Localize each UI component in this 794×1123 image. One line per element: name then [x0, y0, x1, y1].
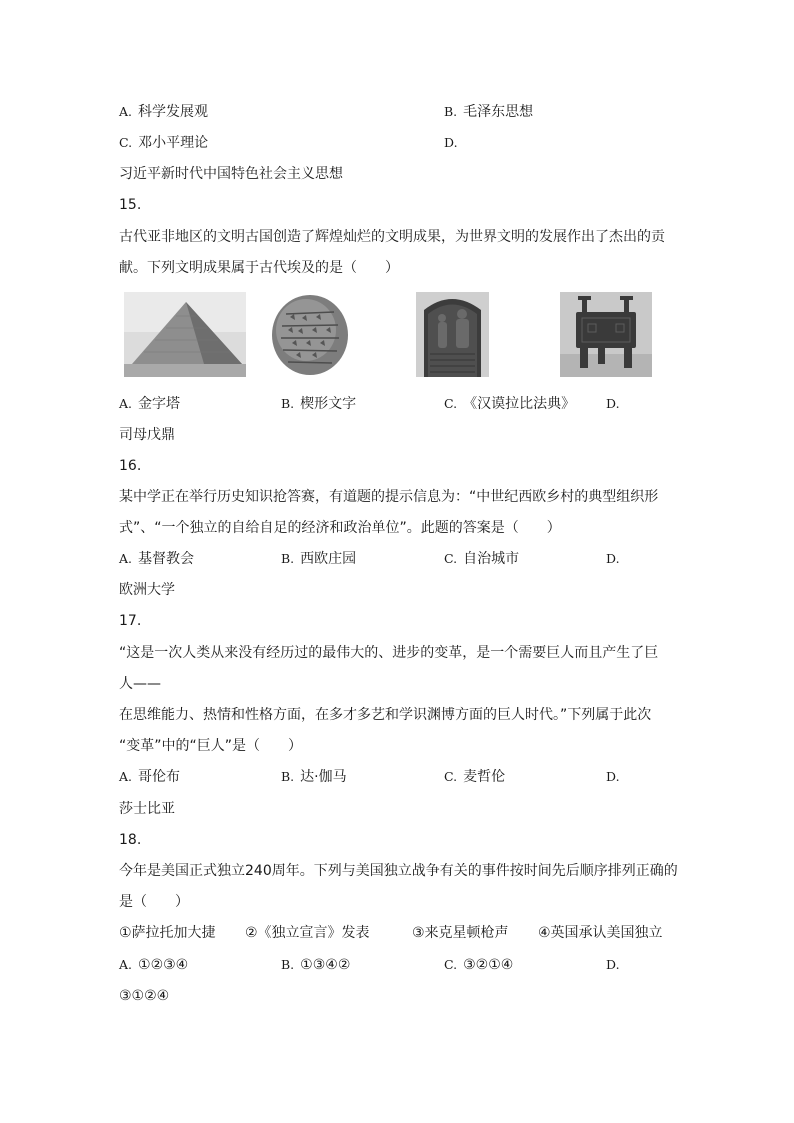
q18-event-3: ③来克星顿枪声: [412, 925, 509, 941]
option-label: B.: [281, 551, 295, 566]
q15-option-a: [119, 394, 180, 414]
option-label: C.: [444, 396, 458, 411]
q18-option-c: [444, 955, 513, 975]
option-label: A.: [119, 396, 133, 411]
q15-stem-line2: 献。下列文明成果属于古代埃及的是（ ）: [119, 260, 399, 276]
option-label: D.: [606, 551, 620, 566]
option-text: 邓小平理论: [138, 135, 209, 151]
q18-option-a: [119, 955, 188, 975]
q16-number: 16.: [119, 458, 142, 474]
q14-option-b: [444, 102, 533, 122]
q16-option-d-text: 欧洲大学: [119, 582, 175, 598]
q16-stem-line1: 某中学正在举行历史知识抢答赛，有道题的提示信息为：“中世纪西欧乡村的典型组织形: [119, 489, 659, 505]
q17-option-d-text: 莎士比亚: [119, 801, 175, 817]
q16-option-a: [119, 549, 194, 569]
simuwu-ding-image: [560, 292, 652, 377]
option-label: B.: [444, 104, 458, 119]
q16-option-d: [606, 549, 626, 569]
q14-option-d-text: 习近平新时代中国特色社会主义思想: [119, 166, 343, 182]
q16-stem-line2: 式”、“一个独立的自给自足的经济和政治单位”。此题的答案是（ ）: [119, 520, 561, 536]
option-label: A.: [119, 104, 133, 119]
option-text: 基督教会: [138, 551, 195, 567]
option-text: ③②①④: [463, 957, 514, 973]
cuneiform-tablet-image: [268, 292, 351, 377]
option-label: C.: [119, 135, 133, 150]
option-label: D.: [444, 135, 458, 150]
option-label: A.: [119, 957, 133, 972]
q18-number: 18.: [119, 832, 142, 848]
q18-option-b: [281, 955, 350, 975]
q18-event-2: ②《独立宣言》发表: [245, 925, 370, 941]
hammurabi-stele-image: [416, 292, 489, 377]
option-label: B.: [281, 957, 295, 972]
option-text: 达·伽马: [300, 769, 347, 785]
q15-option-b: [281, 394, 356, 414]
q18-stem-line2: 是（ ）: [119, 894, 189, 910]
option-label: B.: [281, 769, 295, 784]
q15-option-d-text: 司母戊鼎: [119, 427, 175, 443]
q14-option-a: [119, 102, 208, 122]
option-text: 《汉谟拉比法典》: [463, 396, 576, 412]
option-label: D.: [606, 769, 620, 784]
option-text: 金字塔: [138, 396, 181, 412]
option-text: 麦哲伦: [463, 769, 506, 785]
option-text: 楔形文字: [300, 396, 357, 412]
option-label: C.: [444, 769, 458, 784]
option-text: ①③④②: [300, 957, 351, 973]
option-label: A.: [119, 551, 133, 566]
q15-option-d: [606, 394, 626, 414]
option-text: 毛泽东思想: [463, 104, 534, 120]
q14-option-c: [119, 133, 208, 153]
q17-option-d: [606, 767, 626, 787]
q17-option-b: [281, 767, 347, 787]
q17-stem-line2: 人——: [119, 676, 161, 692]
option-text: 西欧庄园: [300, 551, 357, 567]
q15-number: 15.: [119, 197, 142, 213]
option-label: C.: [444, 957, 458, 972]
q16-option-b: [281, 549, 356, 569]
option-label: B.: [281, 396, 295, 411]
q14-option-d: [444, 133, 464, 153]
q17-number: 17.: [119, 613, 142, 629]
q18-event-4: ④英国承认美国独立: [538, 925, 663, 941]
option-text: 哥伦布: [138, 769, 181, 785]
q17-stem-line3: 在思维能力、热情和性格方面，在多才多艺和学识渊博方面的巨人时代。”下列属于此次: [119, 707, 652, 723]
option-text: 自治城市: [463, 551, 520, 567]
option-text: ①②③④: [138, 957, 189, 973]
q17-option-c: [444, 767, 505, 787]
option-text: 科学发展观: [138, 104, 209, 120]
q18-event-1: ①萨拉托加大捷: [119, 925, 216, 941]
q16-option-c: [444, 549, 519, 569]
option-label: D.: [606, 957, 620, 972]
q17-stem-line4: “变革”中的“巨人”是（ ）: [119, 738, 303, 754]
option-label: C.: [444, 551, 458, 566]
q18-option-d: [606, 955, 626, 975]
q17-option-a: [119, 767, 180, 787]
q18-option-d-text: ③①②④: [119, 988, 170, 1004]
q18-stem-line1: 今年是美国正式独立240周年。下列与美国独立战争有关的事件按时间先后顺序排列正确的: [119, 863, 678, 879]
q17-stem-line1: “这是一次人类从来没有经历过的最伟大的、进步的变革，是一个需要巨人而且产生了巨: [119, 645, 659, 661]
q15-option-c: [444, 394, 575, 414]
pyramid-image: [124, 292, 246, 377]
option-label: A.: [119, 769, 133, 784]
q15-stem-line1: 古代亚非地区的文明古国创造了辉煌灿烂的文明成果，为世界文明的发展作出了杰出的贡: [119, 229, 665, 245]
option-label: D.: [606, 396, 620, 411]
